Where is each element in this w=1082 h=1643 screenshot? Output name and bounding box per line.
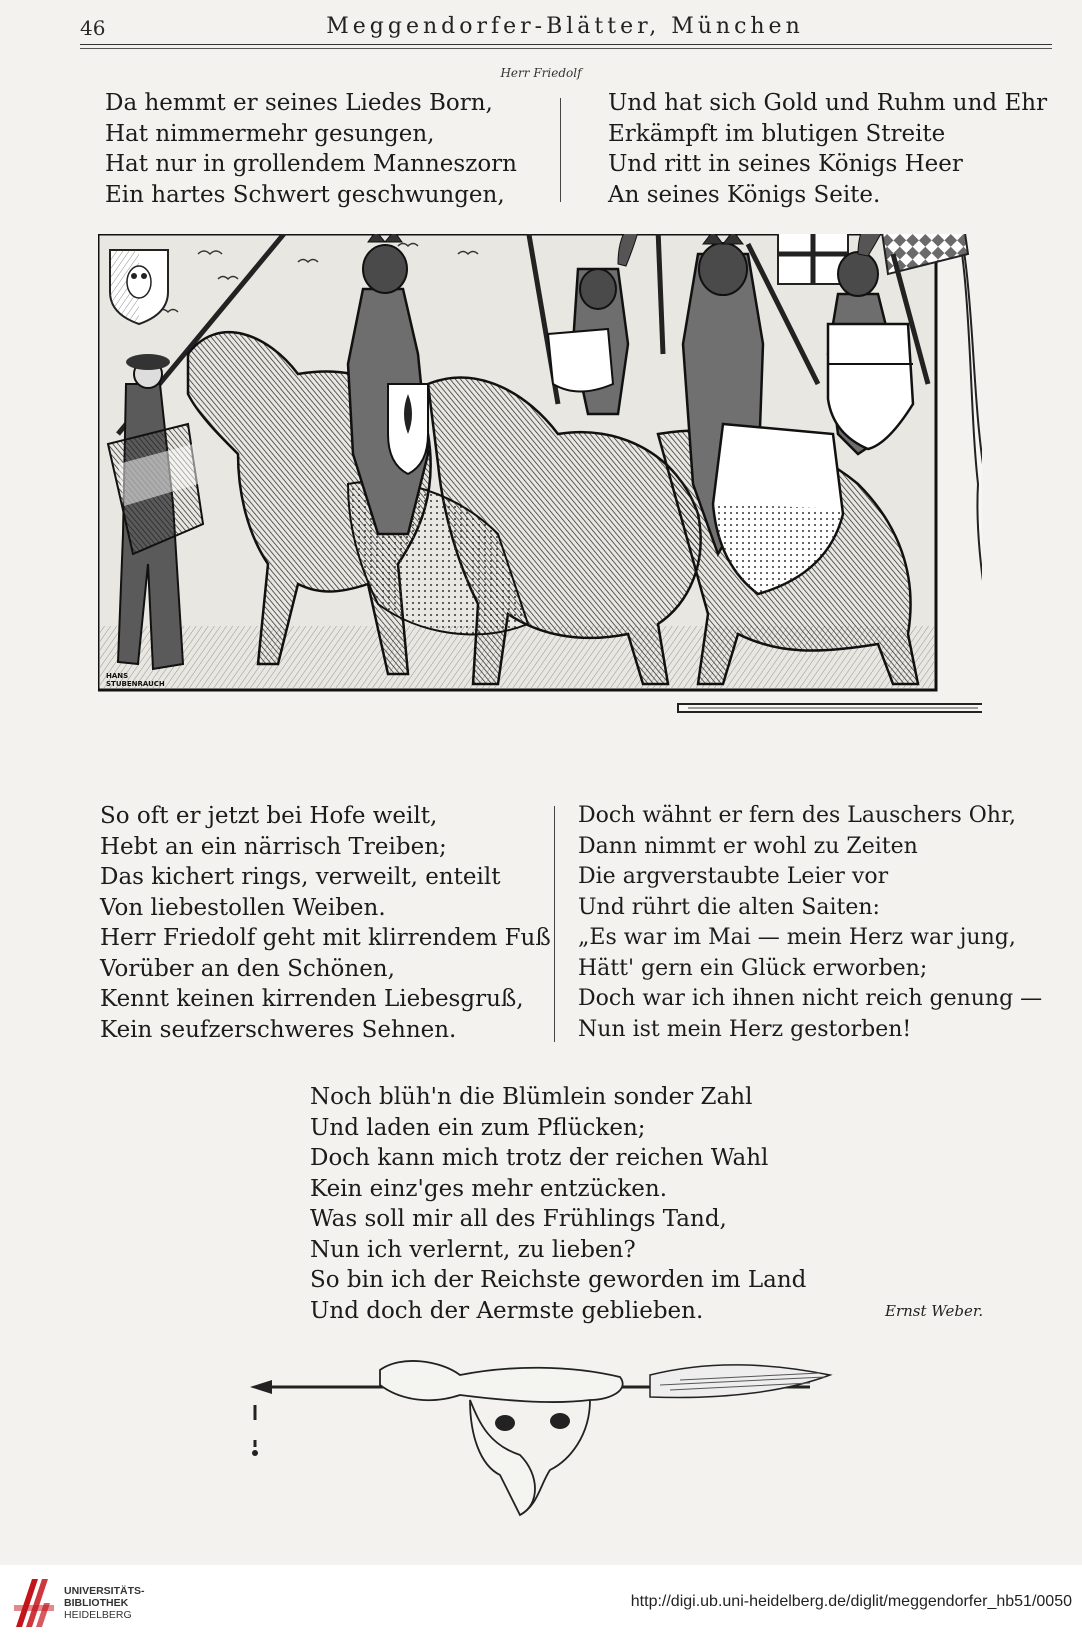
verse-line: Nun ich verlernt, zu lieben? <box>310 1236 636 1263</box>
verse-line: Erkämpft im blutigen Streite <box>608 120 946 147</box>
knights-illustration <box>98 234 982 724</box>
verse-line: Hätt' gern ein Glück erworben; <box>578 955 928 981</box>
column-divider <box>560 98 561 202</box>
institution-line: UNIVERSITÄTS- <box>64 1585 145 1597</box>
column-divider <box>554 806 555 1042</box>
stanza-3 <box>310 1082 806 1326</box>
author-signature: Ernst Weber. <box>885 1302 984 1320</box>
verse-line: Doch wähnt er fern des Lauschers Ohr, <box>578 803 1017 828</box>
verse-line: Hat nimmermehr gesungen, <box>105 120 435 147</box>
artist-signature: HANS <box>106 672 129 680</box>
stanza-2-left <box>100 801 551 1045</box>
verse-line: Und ritt in seines Königs Heer <box>608 151 963 177</box>
verse-line: Doch kann mich trotz der reichen Wahl <box>310 1145 769 1171</box>
verse-line: An seines Königs Seite. <box>608 181 881 208</box>
verse-line: Kennt keinen kirrenden Liebesgruß, <box>100 986 524 1012</box>
verse-line: Und doch der Aermste geblieben. <box>310 1297 704 1324</box>
verse-line: Herr Friedolf geht mit klirrendem Fuß <box>100 925 551 951</box>
stanza-1-left <box>105 88 517 210</box>
verse-line: Da hemmt er seines Liedes Born, <box>105 90 493 116</box>
verse-line: Und laden ein zum Pflücken; <box>310 1114 646 1141</box>
verse-line: Dann nimmt er wohl zu Zeiten <box>578 833 918 859</box>
verse-line: Vorüber an den Schönen, <box>100 955 395 982</box>
university-library-logo-icon <box>12 1575 56 1633</box>
verse-line: Kein einz'ges mehr entzücken. <box>310 1175 668 1202</box>
verse-line: Kein seufzerschweres Sehnen. <box>100 1016 457 1043</box>
running-title: Meggendorfer-Blätter, München <box>326 14 804 39</box>
verse-line: Und rührt die alten Saiten: <box>578 894 880 920</box>
verse-line: Das kichert rings, verweilt, enteilt <box>100 864 501 890</box>
verse-line: „Es war im Mai — mein Herz war jung, <box>578 925 1016 950</box>
page-number: 46 <box>80 16 106 40</box>
verse-line: Noch blüh'n die Blümlein sonder Zahl <box>310 1084 753 1110</box>
header-rule-thin <box>80 48 1052 49</box>
verse-line: Von liebestollen Weiben. <box>100 894 386 921</box>
institution-name <box>64 1585 145 1621</box>
stanza-1-right <box>608 88 1047 210</box>
artist-signature: STUBENRAUCH <box>106 680 165 688</box>
verse-line: Hat nur in grollendem Manneszorn <box>105 151 517 177</box>
institution-line: BIBLIOTHEK <box>64 1597 129 1609</box>
poem-title: Herr Friedolf <box>500 66 582 80</box>
library-footer <box>0 1565 1082 1643</box>
verse-line: Was soll mir all des Frühlings Tand, <box>310 1206 727 1232</box>
header-rule <box>80 44 1052 45</box>
page-header <box>80 12 1050 46</box>
institution-line: HEIDELBERG <box>64 1609 132 1621</box>
verse-line: So oft er jetzt bei Hofe weilt, <box>100 803 438 829</box>
arrow-skull-ornament <box>250 1345 840 1520</box>
stanza-2-right <box>578 801 1042 1045</box>
verse-line: Doch war ich ihnen nicht reich genung — <box>578 986 1043 1011</box>
verse-line: Nun ist mein Herz gestorben! <box>578 1016 912 1042</box>
source-url-link[interactable]: http://digi.ub.uni-heidelberg.de/diglit/meggendorfer_hb51/0050 <box>630 1593 1072 1610</box>
verse-line: Hebt an ein närrisch Treiben; <box>100 833 447 860</box>
verse-line: So bin ich der Reichste geworden im Land <box>310 1267 807 1293</box>
verse-line: Die argverstaubte Leier vor <box>578 864 889 889</box>
verse-line: Und hat sich Gold und Ruhm und Ehr <box>608 90 1048 116</box>
verse-line: Ein hartes Schwert geschwungen, <box>105 181 505 208</box>
